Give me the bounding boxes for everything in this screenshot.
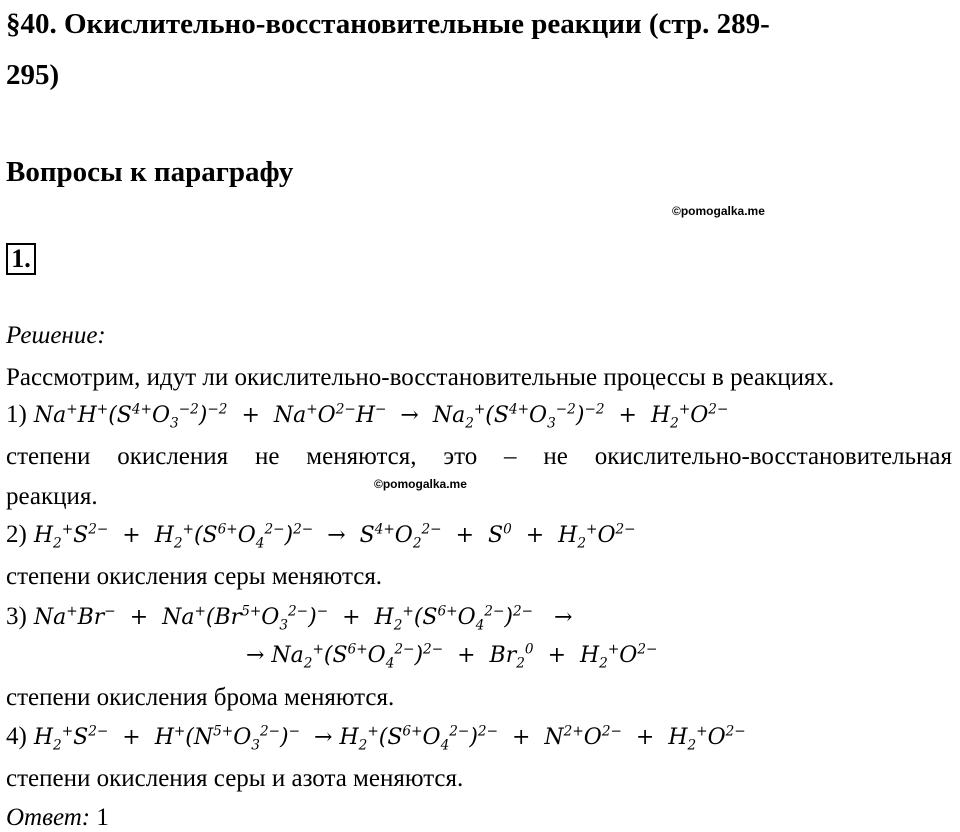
equation-3-line-2: → $Na_2^+(S^{6+}O_4^{2-})^{2-} + Br_2^0 + H_2^+O^{2-}$	[246, 641, 658, 672]
watermark-2: ©pomogalka.me	[374, 477, 467, 491]
page-title-line-2: 295)	[6, 59, 60, 91]
equation-4: 4) $H_2^+S^{2-} + H^+(N^{5+}O_3^{2-})^- \to H_2^+(S^{6+}O_4^{2-})^{2-} + N^{2+}O^{2-} + H_2^+O^{2-}$	[6, 723, 746, 754]
page-title-line-1: §40. Окислительно-восстановительные реакции (стр. 289-	[6, 8, 770, 40]
equation-2-comment: степени окисления серы меняются.	[6, 563, 383, 590]
equation-1-comment-cont: реакция.	[6, 483, 98, 510]
equation-2: 2) $H_2^+S^{2-} + H_2^+(S^{6+}O_4^{2-})^{2-} \to S^{4+}O_2^{2-} + S^0 + H_2^+O^{2-}$	[6, 521, 636, 552]
equation-1-comment: степени окисления не меняются, это – не окислительно-восстановительная	[6, 443, 952, 470]
equation-1: 1) $Na^+H^+(S^{4+}O_3^{-2})^{-2} + Na^+O^{2-}H^- \to Na_2^+(S^{4+}O_3^{-2})^{-2} + H_2^+O^{2-}$	[6, 401, 729, 432]
solution-label: Решение:	[6, 322, 106, 349]
equation-3-line-1: 3) $Na^+Br^- + Na^+(Br^{5+}O_3^{2-})^- + H_2^+(S^{6+}O_4^{2-})^{2-}$ →	[6, 603, 573, 634]
solution-intro: Рассмотрим, идут ли окислительно-восстановительные процессы в реакциях.	[6, 364, 835, 391]
equation-4-comment: степени окисления серы и азота меняются.	[6, 765, 464, 792]
equation-3-comment: степени окисления брома меняются.	[6, 684, 395, 711]
equation-2-number: 2)	[6, 521, 27, 548]
watermark: ©pomogalka.me	[672, 204, 765, 218]
answer-label: Ответ:	[6, 804, 91, 831]
equation-1-number: 1)	[6, 401, 27, 428]
equation-4-number: 4)	[6, 723, 27, 750]
answer-value: 1	[96, 804, 109, 831]
equation-3-number: 3)	[6, 603, 27, 630]
answer	[6, 804, 109, 832]
section-heading: Вопросы к параграфу	[6, 156, 294, 188]
question-number: 1.	[6, 243, 36, 275]
